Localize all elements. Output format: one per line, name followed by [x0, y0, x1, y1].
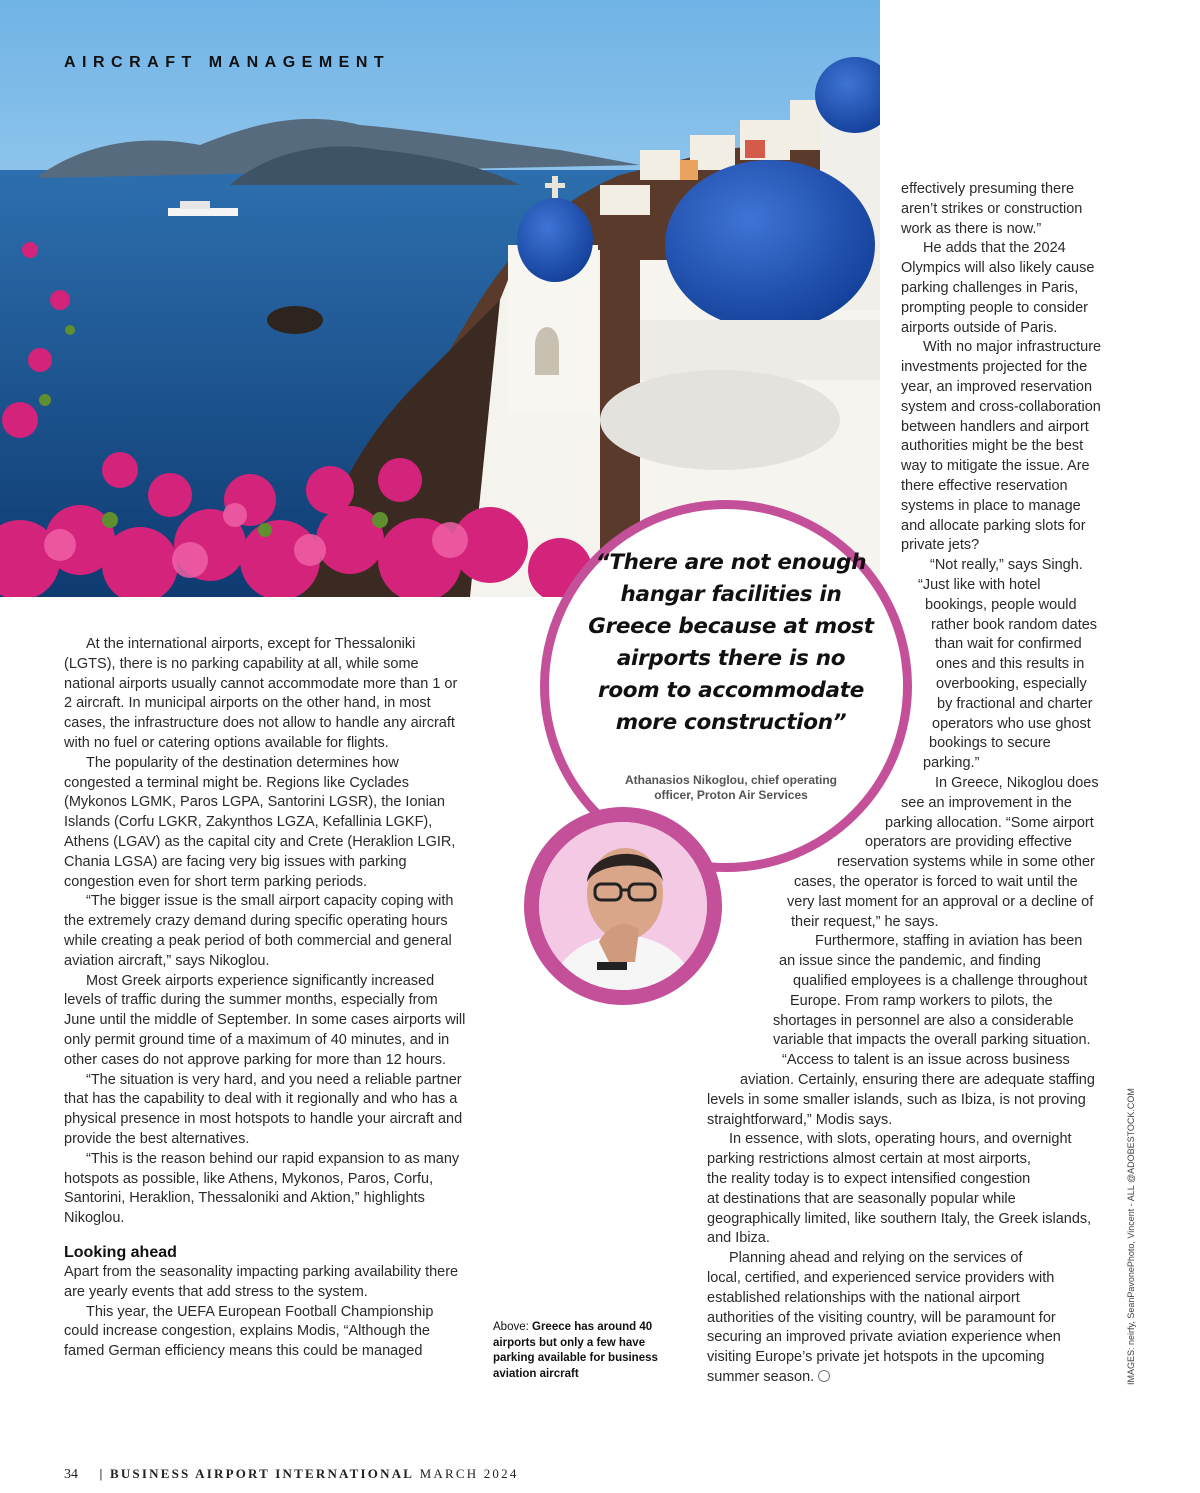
right-column-line: there effective reservation [901, 478, 1068, 494]
issue-date: MARCH 2024 [419, 1466, 519, 1481]
right-column-line: systems in place to manage [901, 497, 1081, 514]
image-credit: IMAGES: neirfy, SeanPavonePhoto, Vincent - ALL @ADOBESTOCK.COM [1126, 1088, 1136, 1385]
right-column-line: straightforward,” Modis says. [707, 1111, 893, 1128]
right-column-line: variable that impacts the overall parking situation. [773, 1032, 1091, 1049]
right-column-line: and allocate parking slots for [901, 517, 1086, 534]
caption-text: Greece has around 40 airports but only a few have parking available for business aviation aircraft [493, 1321, 658, 1380]
right-column-line: way to mitigate the issue. Are [901, 458, 1090, 475]
right-column-line: effectively presuming there [901, 181, 1075, 197]
right-column-line: the reality today is to expect intensified congestion [707, 1171, 1031, 1187]
right-column-line: aren’t strikes or construction [901, 200, 1083, 217]
right-column-line: In Greece, Nikoglou does [935, 775, 1099, 791]
right-column-line: prompting people to consider [901, 299, 1089, 316]
right-column-line: an issue since the pandemic, and finding [779, 953, 1041, 970]
right-column-line: between handlers and airport [901, 418, 1089, 435]
right-column-line: “Access to talent is an issue across business [782, 1052, 1070, 1069]
right-column-line: ones and this results in [936, 656, 1085, 673]
right-column-line: He adds that the 2024 [923, 240, 1066, 257]
right-column-line: Olympics will also likely cause [901, 260, 1095, 277]
publication-name: | BUSINESS AIRPORT INTERNATIONAL [99, 1466, 415, 1481]
right-column-line: With no major infrastructure [923, 339, 1102, 356]
right-column-line: reservation systems while in some other [837, 854, 1095, 871]
right-column-line: overbooking, especially [936, 676, 1087, 692]
right-column-line: qualified employees is a challenge throughout [793, 973, 1088, 989]
right-column-line: at destinations that are seasonally popular while [707, 1190, 1016, 1207]
right-column-line: authorities might be the best [901, 438, 1084, 455]
portrait-photo [539, 822, 707, 990]
right-column-line: authorities of the visiting country, will be paramount for [707, 1309, 1056, 1326]
right-column-line: parking restrictions almost certain at most airports, [707, 1151, 1031, 1168]
footer [64, 1466, 519, 1483]
right-column-line: very last moment for an approval or a decline of [787, 893, 1094, 910]
right-column-line: by fractional and charter [937, 695, 1093, 712]
photo-caption [493, 1320, 683, 1382]
right-column-line: airports outside of Paris. [901, 319, 1058, 336]
right-column-line: “Not really,” says Singh. [930, 557, 1083, 574]
right-column-line: parking.” [923, 755, 980, 772]
right-column-line: Europe. From ramp workers to pilots, the [790, 992, 1053, 1009]
body-paragraph: The popularity of the destination determines how congested a terminal might be. Regions like Cyclades (Mykonos LGMK, Paros LGPA, Santorini LGSR), the Ionian Islands (Corfu LGKR, Zakynthos LGZA, Kefallinia LGKF), Athens (LGAV) as the capital city and Crete (Heraklion LGIR, Chania LGSA) are facing very big issues with parking congestion even for short term parking periods. [64, 754, 456, 890]
right-column-line: and Ibiza. [707, 1230, 770, 1247]
right-column-line: rather book random dates [931, 616, 1098, 633]
right-column-line: securing an improved private aviation experience when [707, 1329, 1061, 1346]
right-column-line: summer season. [707, 1368, 830, 1388]
body-paragraph: “The situation is very hard, and you need a reliable partner that has the capability to deal with it regionally and who has a physical presence in most hotspots to handle your aircraft and provide the best alternatives. [64, 1071, 463, 1147]
right-column-line: bookings, people would [925, 596, 1077, 613]
right-column-line: aviation. Certainly, ensuring there are adequate staffing [740, 1072, 1095, 1088]
right-column-line: Planning ahead and relying on the services of [729, 1250, 1023, 1267]
caption-prefix: Above: [493, 1321, 532, 1333]
right-column-line: parking allocation. “Some airport [885, 814, 1094, 831]
section-label: AIRCRAFT MANAGEMENT [64, 54, 391, 71]
right-column-line: year, an improved reservation [901, 379, 1093, 395]
right-column-line: “Just like with hotel [918, 577, 1041, 593]
right-column-line: system and cross-collaboration [901, 398, 1101, 415]
page-number: 34 [64, 1467, 78, 1482]
right-column-line: their request,” he says. [791, 913, 939, 930]
body-paragraph: “This is the reason behind our rapid expansion to as many hotspots as possible, like Athens, Mykonos, Paros, Corfu, Santorini, Heraklion, Thessaloniki and Aktion,” highlights Nikoglou. [64, 1150, 460, 1227]
right-column-line: established relationships with the national airport [707, 1289, 1020, 1306]
right-column-line: private jets? [901, 537, 980, 554]
right-column-line: work as there is now.” [901, 220, 1042, 237]
right-column-line: levels in some smaller islands, such as Ibiza, is not proving [707, 1091, 1086, 1108]
body-paragraph: At the international airports, except for Thessaloniki (LGTS), there is no parking capability at all, while some national airports usually cannot accommodate more than 1 or 2 aircraft. In municipal airports on the other hand, in most cases, the infrastructure does not allow to handle any aircraft with no fuel or catering options available for flights. [64, 636, 458, 751]
pull-quote-text: “There are not enough hangar facilities in Greece because at most airports there is no room to accommodate more construction” [588, 550, 874, 735]
right-column-line: investments projected for the [901, 359, 1088, 376]
person-icon [539, 822, 707, 990]
right-column-line: bookings to secure [929, 735, 1051, 752]
right-column-line: cases, the operator is forced to wait until the [794, 874, 1078, 890]
body-paragraph: “The bigger issue is the small airport capacity coping with the extremely crazy demand during specific operating hours while creating a peak period of both commercial and general aviation aircraft,” says Nikoglou. [64, 893, 454, 969]
right-column-line: Furthermore, staffing in aviation has been [815, 933, 1083, 950]
right-column-line: operators who use ghost [932, 715, 1091, 732]
right-column-line: geographically limited, like southern Italy, the Greek islands, [707, 1210, 1092, 1227]
right-column-line: visiting Europe’s private jet hotspots in the upcoming [707, 1349, 1045, 1366]
subhead: Looking ahead [64, 1243, 177, 1261]
right-column-line: parking challenges in Paris, [901, 280, 1079, 296]
body-paragraph: Most Greek airports experience significantly increased levels of traffic during the summer months, especially from June until the middle of September. In some cases airports will only permit ground time of a maximum of 40 minutes, and in other cases do not approve parking for more than 12 hours. [64, 972, 466, 1068]
right-column-line: In essence, with slots, operating hours, and overnight [729, 1131, 1072, 1148]
right-column-line: local, certified, and experienced service providers with [707, 1270, 1055, 1286]
right-column-line: operators are providing effective [865, 834, 1072, 851]
pull-quote-attribution: Athanasios Nikoglou, chief operating officer, Proton Air Services [624, 773, 838, 802]
right-column-line: see an improvement in the [901, 794, 1072, 811]
end-mark-icon [818, 1370, 830, 1382]
body-paragraph: This year, the UEFA European Football Championship could increase congestion, explains Modis, “Although the famed German efficiency means this could be managed [64, 1303, 434, 1360]
right-column-line: shortages in personnel are also a considerable [773, 1012, 1074, 1029]
left-column [64, 635, 468, 1362]
body-paragraph: Apart from the seasonality impacting parking availability there are yearly events that add stress to the system. [64, 1263, 459, 1300]
right-column-line: than wait for confirmed [935, 636, 1082, 653]
